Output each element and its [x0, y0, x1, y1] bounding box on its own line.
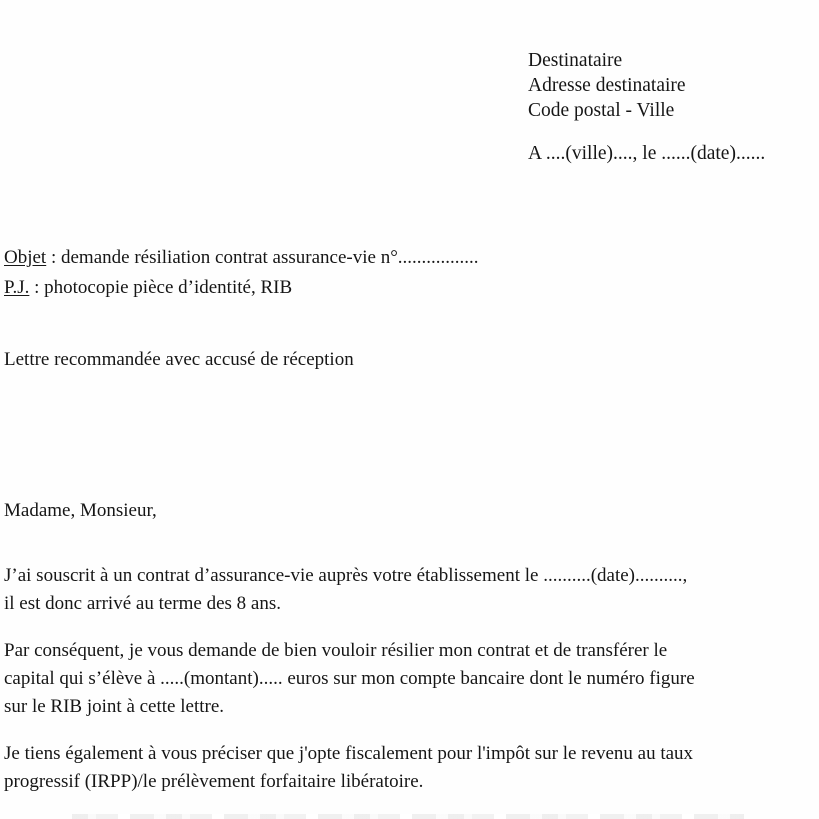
- registered-mail-line: Lettre recommandée avec accusé de réception: [4, 349, 354, 370]
- paragraph-tax-option: [4, 740, 693, 796]
- recipient-city: Code postal - Ville: [528, 100, 675, 121]
- attachments-line: [4, 274, 292, 302]
- paragraph-subscription: [4, 562, 687, 618]
- paragraph-line: capital qui s’élève à .....(montant)..... euros sur mon compte bancaire dont le numéro figure: [4, 668, 695, 689]
- salutation: Madame, Monsieur,: [4, 500, 157, 521]
- paragraph-line: Je tiens également à vous préciser que j'opte fiscalement pour l'impôt sur le revenu au taux: [4, 743, 694, 764]
- place-date-line: A ....(ville)...., le ......(date)......: [528, 143, 766, 164]
- attachments-text: : photocopie pièce d’identité, RIB: [29, 277, 293, 298]
- paragraph-cancellation-request: [4, 637, 695, 721]
- paragraph-line: sur le RIB joint à cette lettre.: [4, 696, 225, 717]
- paragraph-line: progressif (IRPP)/le prélèvement forfaitaire libératoire.: [4, 771, 424, 792]
- subject-text: : demande résiliation contrat assurance-vie n°.................: [46, 247, 479, 268]
- subject-line: [4, 244, 479, 272]
- paragraph-line: Par conséquent, je vous demande de bien vouloir résilier mon contrat et de transférer le: [4, 640, 668, 661]
- paragraph-line: J’ai souscrit à un contrat d’assurance-vie auprès votre établissement le ..........(date)..........,: [4, 565, 688, 586]
- scan-noise-artifact: [72, 814, 744, 819]
- subject-label: Objet: [4, 247, 47, 268]
- recipient-name: Destinataire: [528, 50, 623, 71]
- paragraph-line: il est donc arrivé au terme des 8 ans.: [4, 593, 281, 614]
- recipient-block: [528, 48, 686, 123]
- attachments-label: P.J.: [4, 277, 30, 298]
- recipient-address: Adresse destinataire: [528, 75, 686, 96]
